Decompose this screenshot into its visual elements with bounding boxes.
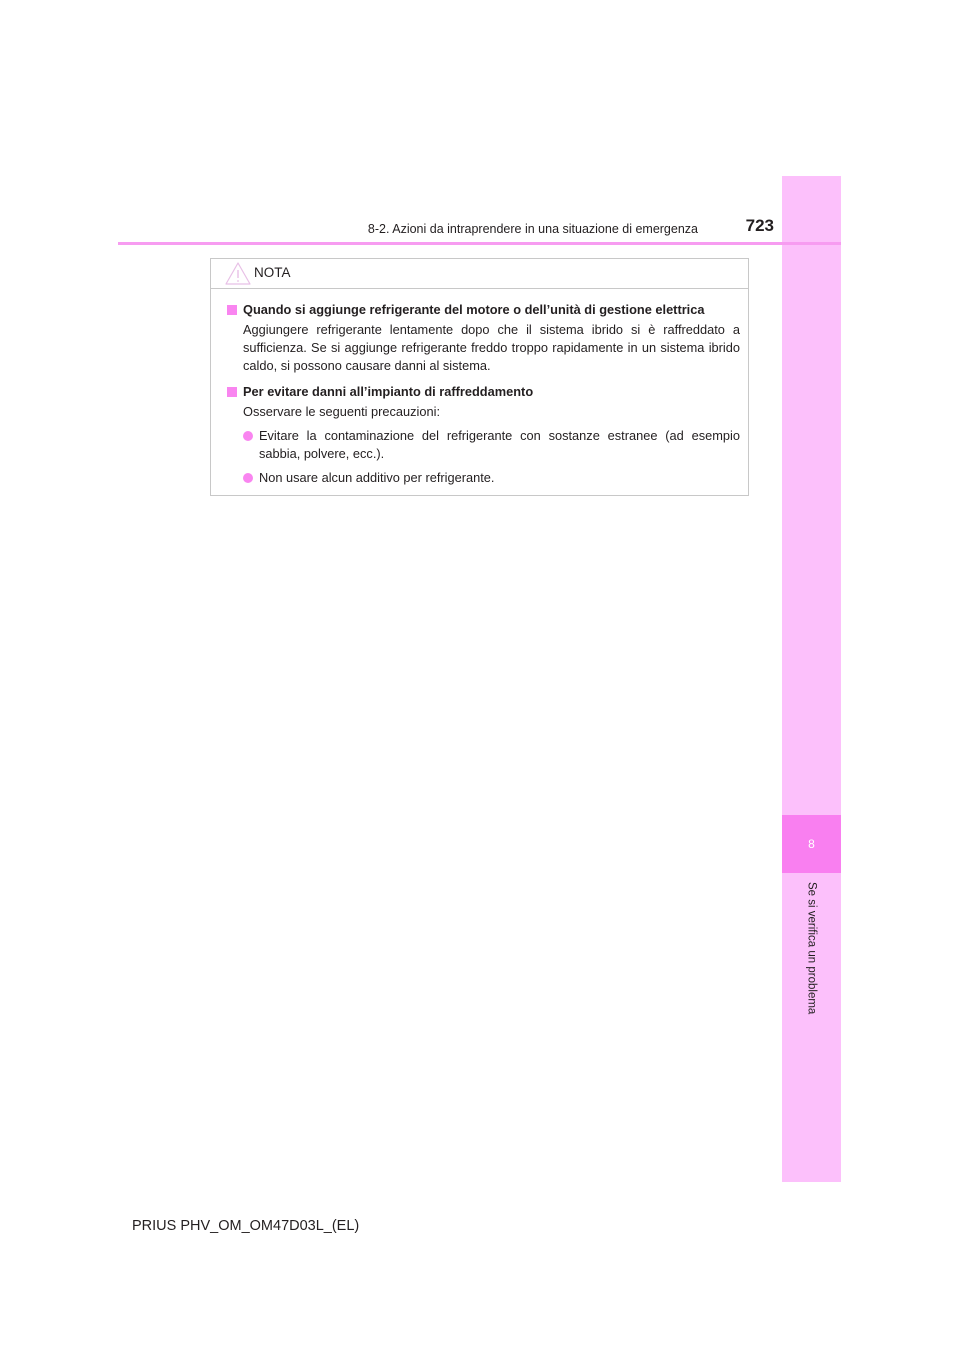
chapter-title-vertical <box>782 882 841 1032</box>
section-title: 8-2. Azioni da intraprendere in una situazione di emergenza <box>367 222 698 236</box>
notice-heading <box>227 383 740 401</box>
square-bullet-icon <box>227 305 237 315</box>
chapter-title: Se si verifica un problema <box>805 882 818 1015</box>
square-bullet-icon <box>227 387 237 397</box>
list-item <box>227 427 740 463</box>
circle-bullet-icon <box>243 431 253 441</box>
notice-label: NOTA <box>254 265 291 280</box>
list-item-text: Evitare la contaminazione del refrigerante con sostanze estranee (ad esempio sabbia, polvere, ecc.). <box>259 428 740 461</box>
page-number: 723 <box>745 216 774 235</box>
notice-header <box>211 259 748 289</box>
notice-heading-text: Quando si aggiunge refrigerante del motore o dell’unità di gestione elettrica <box>243 302 705 317</box>
list-item <box>227 469 740 487</box>
notice-body <box>211 289 748 487</box>
circle-bullet-icon <box>243 473 253 483</box>
notice-heading-text: Per evitare danni all’impianto di raffreddamento <box>243 384 534 399</box>
warning-triangle-icon <box>225 262 251 285</box>
notice-paragraph: Osservare le seguenti precauzioni: <box>243 404 441 419</box>
document-code: PRIUS PHV_OM_OM47D03L_(EL) <box>132 1218 360 1234</box>
chapter-number: 8 <box>808 837 815 851</box>
chapter-tab <box>782 815 841 873</box>
notice-box <box>210 258 749 496</box>
notice-paragraph: Aggiungere refrigerante lentamente dopo che il sistema ibrido si è raffreddato a sufficienza. Se si aggiunge refrigerante freddo troppo rapidamente in un sistema ibrido caldo, si possono causare danni al sistema. <box>243 322 740 373</box>
notice-heading <box>227 301 740 319</box>
list-item-text: Non usare alcun additivo per refrigerante. <box>259 470 495 485</box>
header-rule <box>118 242 841 245</box>
